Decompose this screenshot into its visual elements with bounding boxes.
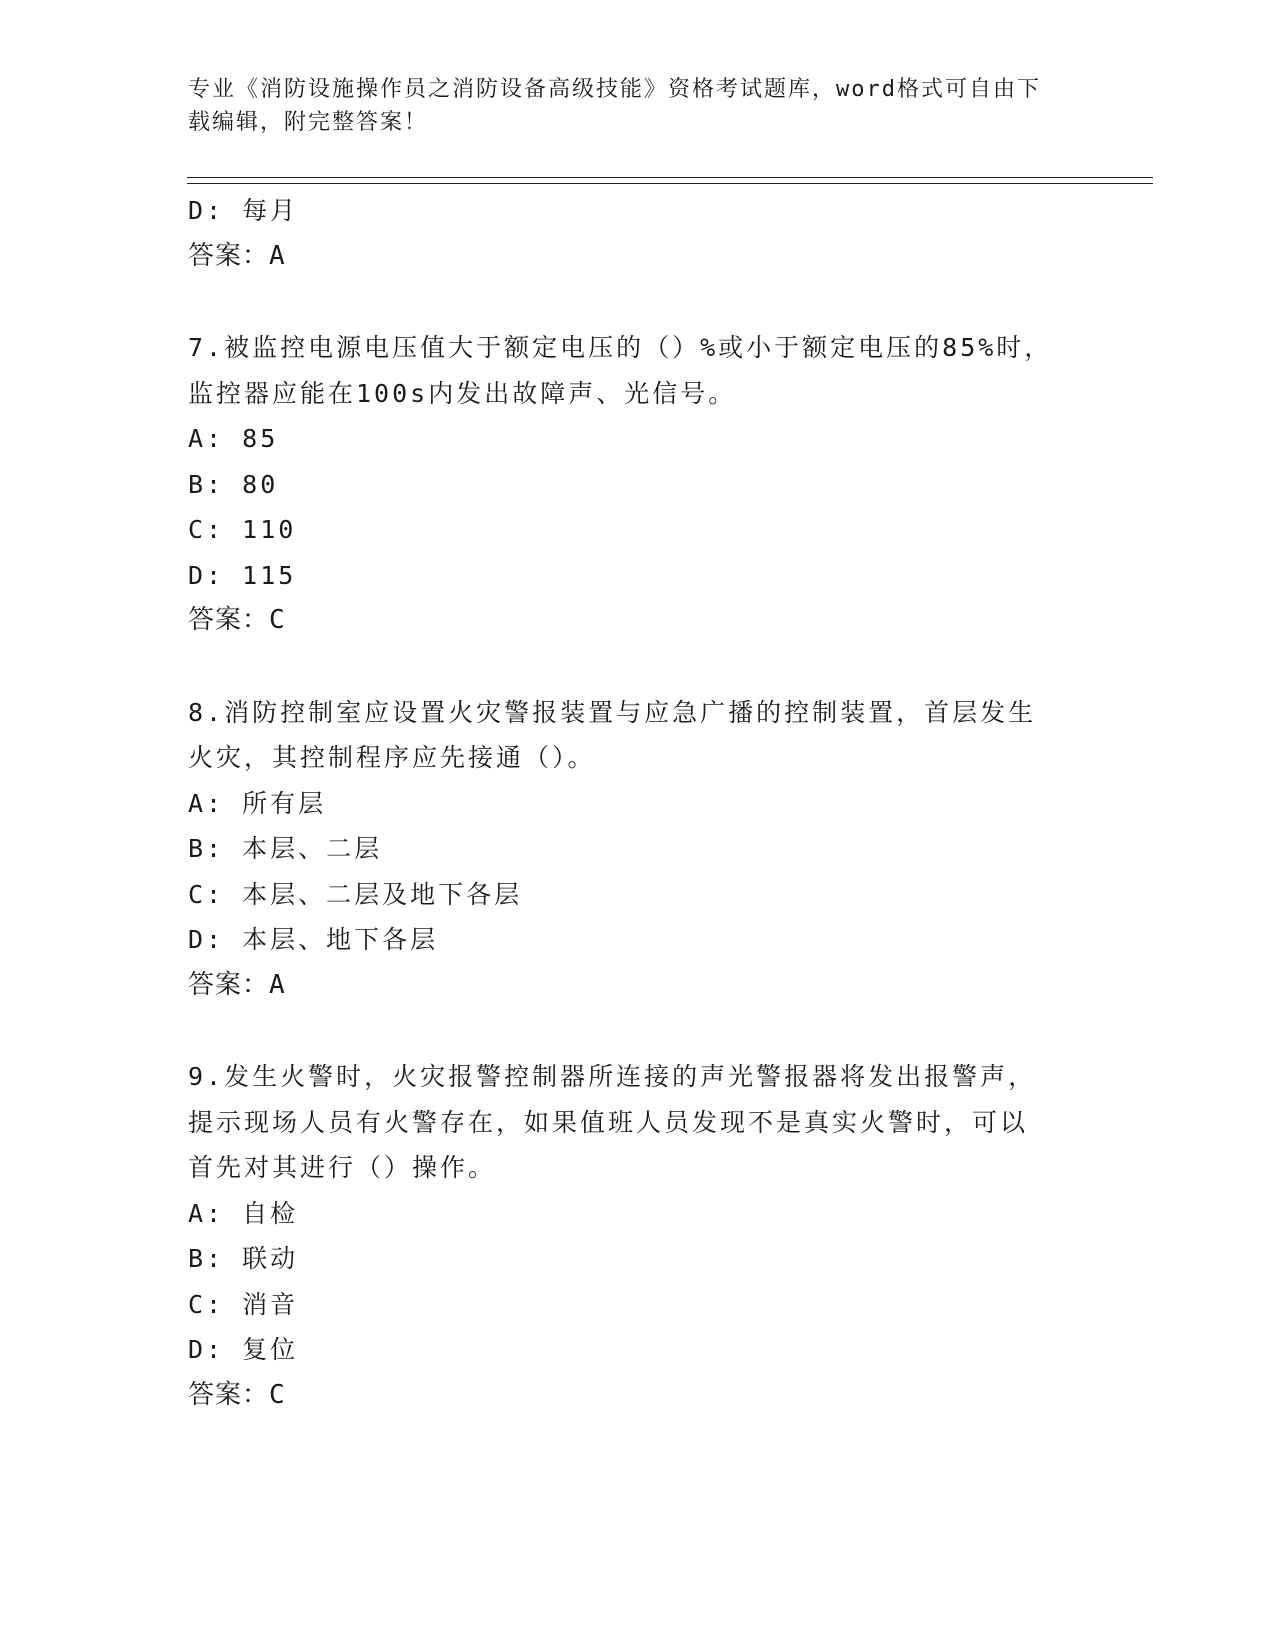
option-c: C: 本层、二层及地下各层 [188,879,523,909]
question-stem: 监控器应能在100s内发出故障声、光信号。 [188,378,737,408]
header-divider-top [187,177,1153,178]
header-line-1: 专业《消防设施操作员之消防设备高级技能》资格考试题库，word格式可自由下 [188,77,1041,102]
question-stem: 火灾，其控制程序应先接通（）。 [188,743,596,772]
document-header [188,73,1068,139]
question-stem: 提示现场人员有火警存在，如果值班人员发现不是真实火警时，可以 [188,1107,1029,1137]
option-b: B: 80 [188,469,279,499]
question-stem: 8.消防控制室应设置火灾警报装置与应急广播的控制装置，首层发生 [188,697,1037,727]
question-stem: 首先对其进行（）操作。 [188,1153,497,1182]
option-d: D: 115 [188,560,297,590]
question-stem: 7.被监控电源电压值大于额定电压的（）%或小于额定电压的85%时， [188,333,1053,362]
question-stem: 9.发生火警时，火灾报警控制器所连接的声光警报器将发出报警声， [188,1062,1037,1091]
option-a: A: 85 [188,424,279,453]
question-9 [188,1054,1068,1418]
answer-label: 答案：A [188,969,286,1000]
option-c: C: 消音 [188,1289,299,1319]
question-list [188,188,1068,1418]
option-b: B: 本层、二层 [188,834,383,863]
question-8 [188,690,1068,1009]
option-b: B: 联动 [188,1244,299,1273]
option-c: C: 110 [188,515,297,544]
option-d: D: 本层、地下各层 [188,925,439,954]
option-d: D: 每月 [188,196,299,225]
option-a: A: 所有层 [188,788,327,818]
answer-label: 答案：C [188,605,286,635]
previous-question-tail [188,188,1068,279]
answer-label: 答案：C [188,1379,286,1410]
option-d: D: 复位 [188,1335,299,1364]
header-divider-bottom [187,183,1153,184]
question-7 [188,325,1068,644]
option-a: A: 自检 [188,1198,299,1228]
answer-label: 答案：A [188,240,286,271]
header-line-2: 载编辑，附完整答案！ [188,110,429,135]
